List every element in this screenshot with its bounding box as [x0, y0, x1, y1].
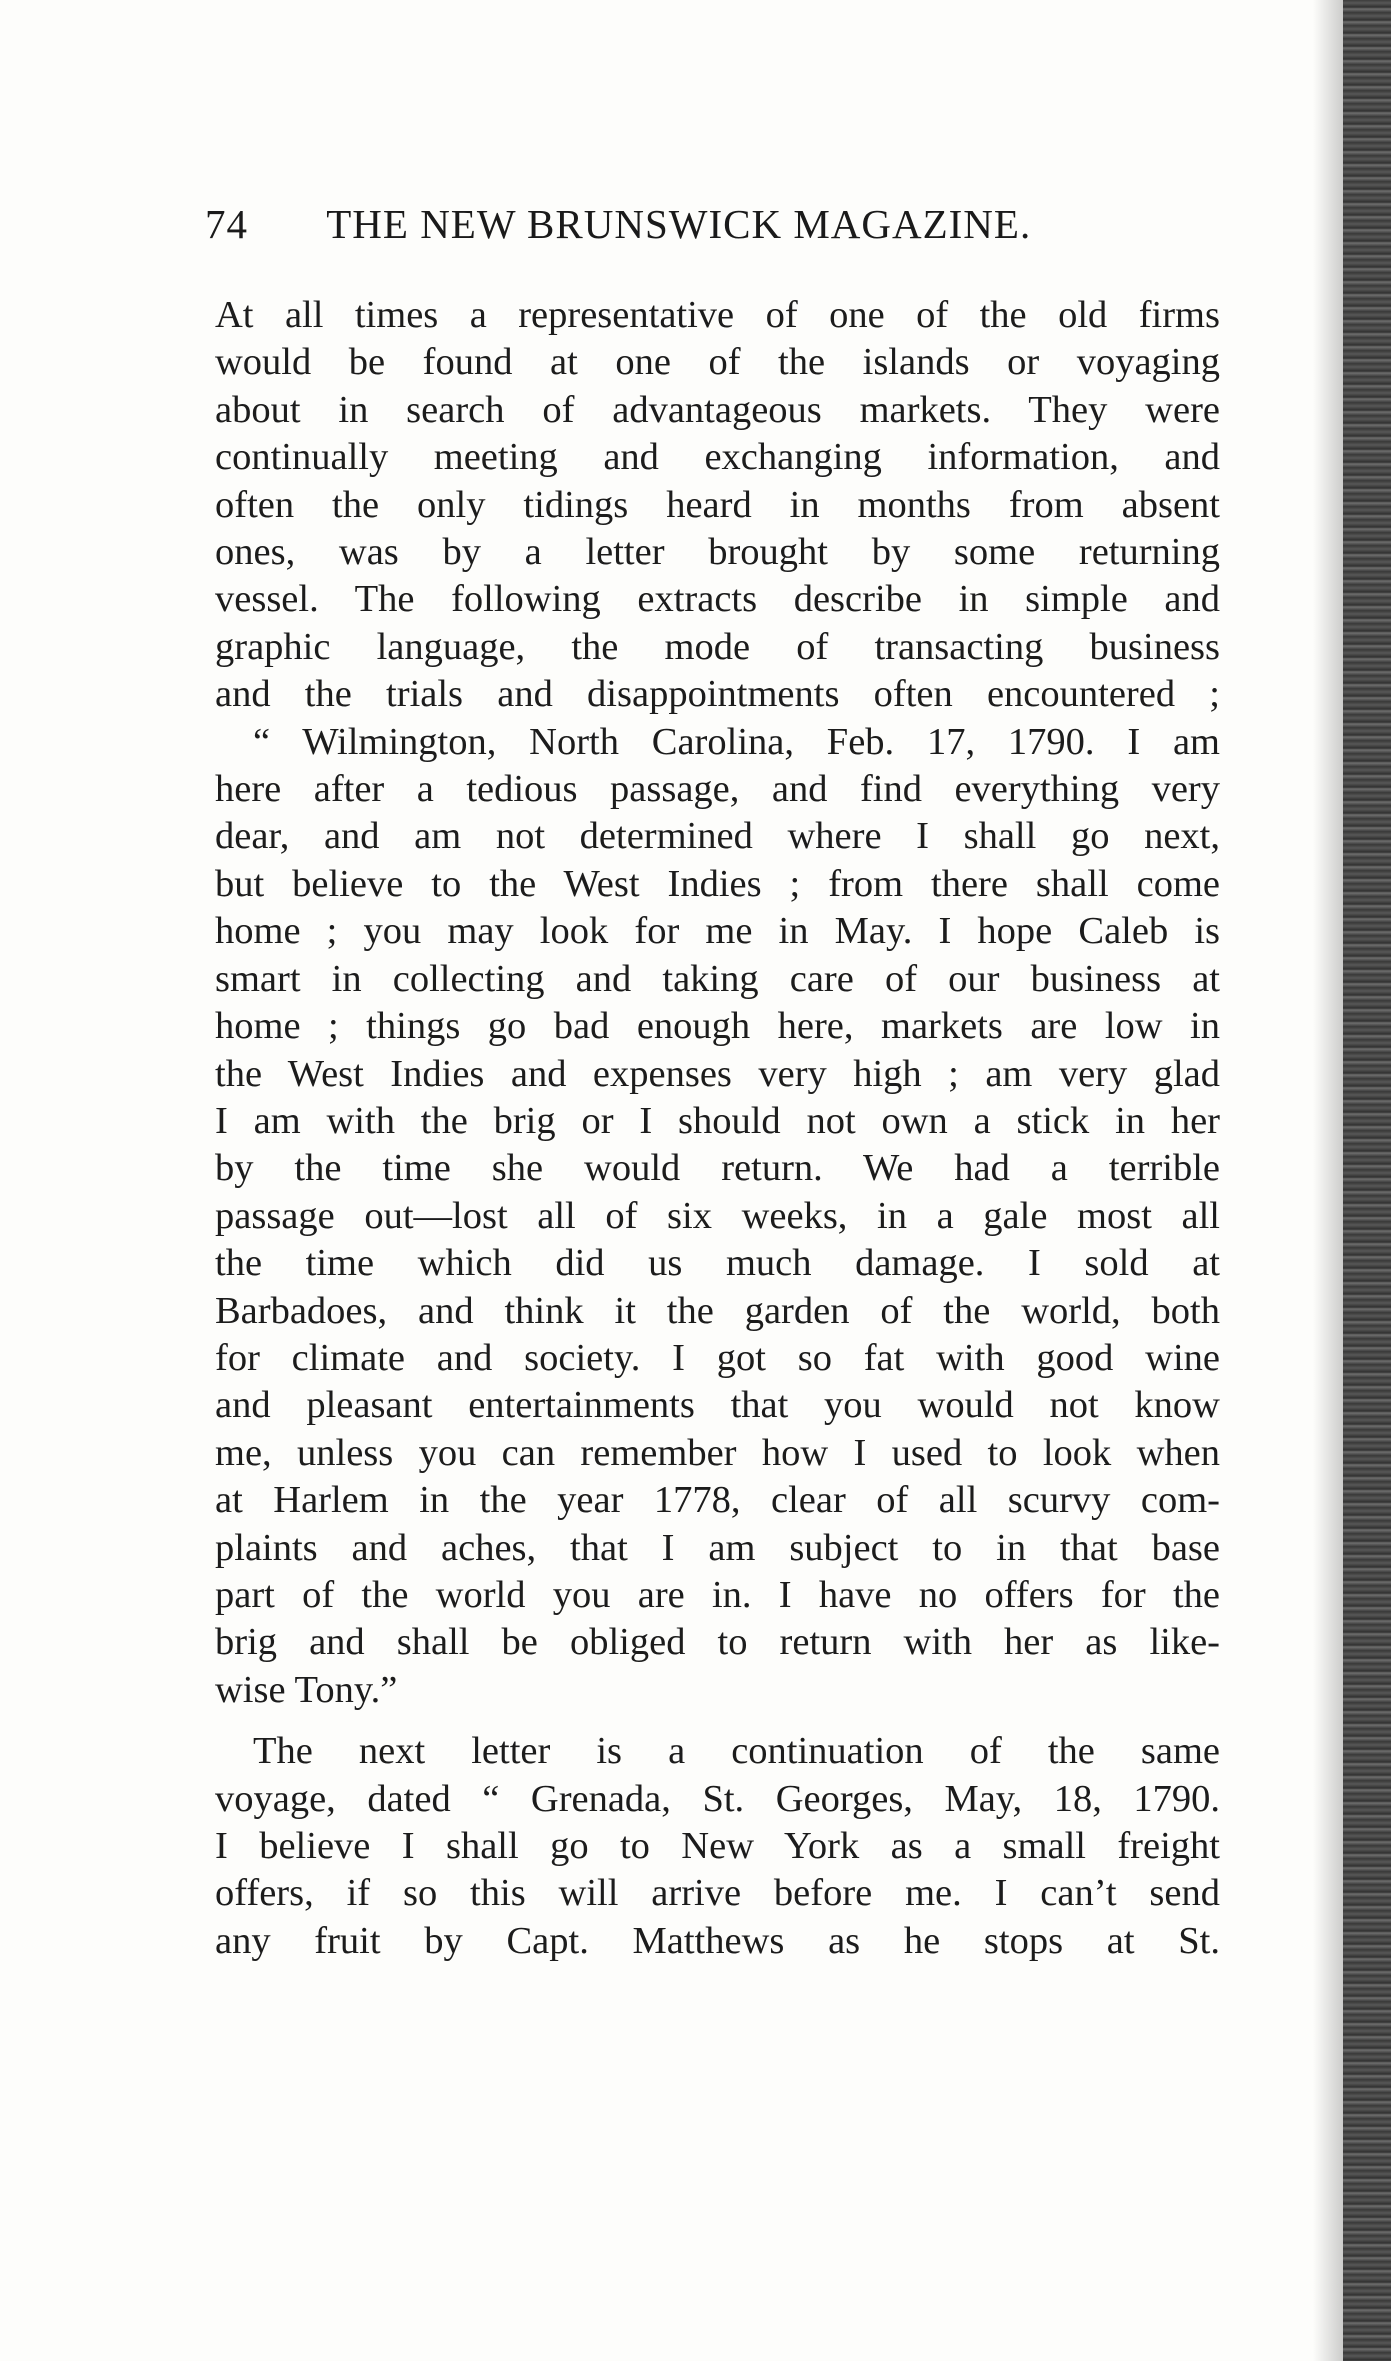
text-line: any fruit by Capt. Matthews as he stops at St. [215, 1919, 1220, 1962]
text-line: about in search of advantageous markets. They were [215, 388, 1220, 431]
text-line: continually meeting and exchanging information, and [215, 436, 1220, 479]
paragraph-gap [215, 1714, 1220, 1728]
scanned-page-edge [1343, 0, 1391, 2361]
text-line: plaints and aches, that I am subject to in that base [215, 1526, 1220, 1569]
text-line: voyage, dated “ Grenada, St. Georges, May, 18, 1790. [215, 1777, 1220, 1820]
text-line: would be found at one of the islands or voyaging [215, 341, 1220, 384]
text-line: dear, and am not determined where I shall go next, [215, 815, 1220, 858]
paragraph-2 [215, 719, 1220, 1715]
text-line: the time which did us much damage. I sold at [215, 1242, 1220, 1285]
text-line: here after a tedious passage, and find everything very [215, 768, 1220, 811]
text-line: me, unless you can remember how I used to look when [215, 1431, 1220, 1474]
text-line: often the only tidings heard in months from absent [215, 483, 1220, 526]
body-text [215, 292, 1220, 1965]
paragraph-3 [215, 1728, 1220, 1965]
text-line: passage out—lost all of six weeks, in a gale most all [215, 1194, 1220, 1237]
text-line: home ; you may look for me in May. I hope Caleb is [215, 910, 1220, 953]
text-line: part of the world you are in. I have no offers for the [215, 1573, 1220, 1616]
text-line: home ; things go bad enough here, markets are low in [215, 1005, 1220, 1048]
page-header [205, 200, 1205, 248]
text-line: but believe to the West Indies ; from there shall come [215, 862, 1220, 905]
text-line: Barbadoes, and think it the garden of the world, both [215, 1289, 1220, 1332]
text-line: for climate and society. I got so fat with good wine [215, 1336, 1220, 1379]
text-line: The next letter is a continuation of the same [253, 1730, 1220, 1773]
text-line: At all times a representative of one of the old firms [215, 294, 1220, 336]
text-line: by the time she would return. We had a terrible [215, 1147, 1220, 1190]
text-line: I believe I shall go to New York as a small freight [215, 1825, 1220, 1867]
text-line: smart in collecting and taking care of our business at [215, 957, 1220, 1000]
text-line: offers, if so this will arrive before me. I can’t send [215, 1872, 1220, 1915]
paragraph-1 [215, 292, 1220, 719]
text-line: “ Wilmington, North Carolina, Feb. 17, 1790. I am [253, 720, 1220, 763]
text-line: brig and shall be obliged to return with her as like- [215, 1621, 1220, 1664]
text-line: at Harlem in the year 1778, clear of all scurvy com- [215, 1479, 1220, 1522]
text-line: vessel. The following extracts describe in simple and [215, 578, 1220, 621]
text-line: the West Indies and expenses very high ; am very glad [215, 1052, 1220, 1095]
text-line: wise Tony.” [215, 1668, 398, 1711]
page-edge-shadow [1313, 0, 1343, 2361]
text-line: and the trials and disappointments often encountered ; [215, 673, 1220, 716]
text-line: graphic language, the mode of transacting business [215, 625, 1220, 668]
text-line: ones, was by a letter brought by some returning [215, 531, 1220, 574]
running-title: THE NEW BRUNSWICK MAGAZINE. [326, 201, 1032, 247]
page-number: 74 [205, 201, 248, 247]
text-line: I am with the brig or I should not own a stick in her [215, 1099, 1220, 1142]
text-line: and pleasant entertainments that you would not know [215, 1384, 1220, 1427]
